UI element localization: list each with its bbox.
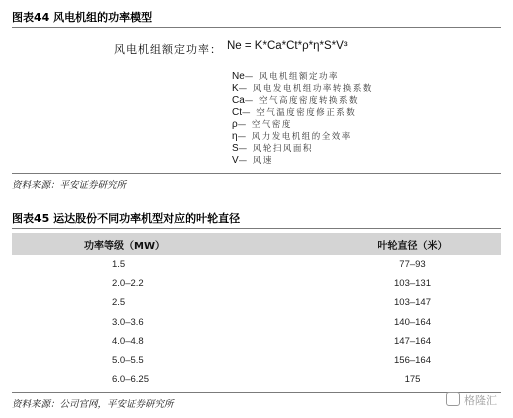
formula-label: 风电机组额定功率：	[114, 43, 222, 56]
cell-rotor-diameter: 140–164	[394, 316, 431, 328]
figure45-title: 图表45 运达股份不同功率机型对应的叶轮直径	[12, 212, 241, 225]
legend-symbol: V	[232, 155, 239, 166]
figure44-title: 图表44 风电机组的功率模型	[12, 11, 153, 24]
cell-power-class: 5.0–5.5	[112, 355, 144, 367]
table-row	[12, 351, 501, 370]
cell-rotor-diameter: 175	[404, 374, 421, 386]
cell-power-class: 6.0–6.25	[112, 374, 149, 386]
table-row	[12, 293, 501, 312]
cell-rotor-diameter: 156–164	[394, 355, 431, 367]
cell-power-class: 2.5	[112, 297, 126, 309]
cell-rotor-diameter: 77–93	[399, 259, 426, 271]
legend-item	[232, 131, 373, 143]
watermark-text: 格隆汇	[464, 394, 497, 407]
legend-description: — 风力发电机组的全效率	[237, 132, 352, 142]
legend-description: — 风轮扫风面积	[238, 144, 313, 154]
legend-item	[232, 155, 373, 167]
table-row	[12, 274, 501, 293]
cell-power-class: 1.5	[112, 259, 126, 271]
header-power-class: 功率等级（MW）	[12, 233, 324, 255]
legend-description: — 空气温度密度修正系数	[242, 108, 357, 118]
figure44-bottom-rule	[12, 173, 501, 174]
table-header-row	[12, 233, 501, 255]
legend-item	[232, 107, 373, 119]
legend-symbol: η	[232, 131, 238, 142]
cell-power-class: 3.0–3.6	[112, 316, 144, 328]
rotor-diameter-table	[12, 233, 501, 389]
header-rotor-diameter: 叶轮直径（米）	[324, 233, 501, 255]
figure45-top-rule	[12, 228, 501, 229]
legend-description: — 风速	[238, 156, 273, 166]
legend-item	[232, 71, 373, 83]
legend-description: — 空气高度密度转换系数	[244, 96, 359, 106]
legend-symbol: S	[232, 143, 239, 154]
variable-legend	[232, 71, 373, 167]
table-row	[12, 370, 501, 389]
legend-symbol: K	[232, 83, 239, 94]
legend-item	[232, 119, 373, 131]
legend-item	[232, 143, 373, 155]
cell-rotor-diameter: 103–131	[394, 278, 431, 290]
figure45-bottom-rule	[12, 392, 501, 393]
watermark	[446, 390, 506, 410]
legend-symbol: Ca	[232, 95, 245, 106]
table-row	[12, 255, 501, 274]
legend-symbol: Ne	[232, 71, 245, 82]
cell-power-class: 2.0–2.2	[112, 278, 144, 290]
cell-power-class: 4.0–4.8	[112, 335, 144, 347]
legend-symbol: Ct	[232, 107, 242, 118]
legend-symbol: ρ	[232, 119, 238, 130]
cell-rotor-diameter: 147–164	[394, 335, 431, 347]
legend-item	[232, 95, 373, 107]
watermark-logo-icon	[446, 392, 460, 406]
figure45-source: 资料来源：公司官网，平安证券研究所	[12, 399, 174, 410]
figure44-source: 资料来源：平安证券研究所	[12, 180, 127, 191]
cell-rotor-diameter: 103–147	[394, 297, 431, 309]
table-row	[12, 332, 501, 351]
legend-description: — 风电发电机组功率转换系数	[238, 84, 373, 94]
table-row	[12, 313, 501, 332]
legend-item	[232, 83, 373, 95]
legend-description: — 空气密度	[237, 120, 292, 130]
legend-description: — 风电机组额定功率	[244, 72, 339, 82]
power-formula: Ne = K*Ca*Ct*ρ*η*S*V³	[227, 40, 348, 52]
figure44-top-rule	[12, 27, 501, 28]
